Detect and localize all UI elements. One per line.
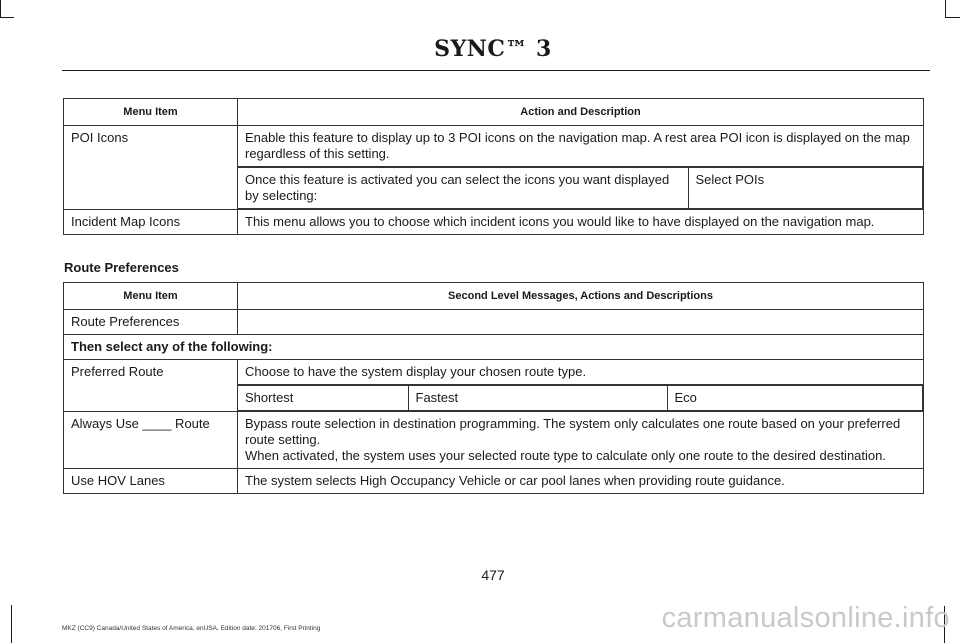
table-header-row <box>64 99 924 126</box>
description-cell: Enable this feature to display up to 3 POI icons on the navigation map. A rest area POI icon is displayed on the map regardless of this setting. <box>238 126 924 167</box>
description-text: When activated, the system uses your selected route type to calculate only one route to the desired destination. <box>245 448 886 463</box>
menu-item-cell: Route Preferences <box>64 310 238 335</box>
crop-mark <box>11 605 12 643</box>
table-row <box>64 335 924 360</box>
description-cell: The system selects High Occupancy Vehicle or car pool lanes when providing route guidance. <box>238 469 924 494</box>
crop-mark <box>0 17 14 18</box>
watermark: carmanualsonline.info <box>661 602 950 634</box>
instruction-cell: Then select any of the following: <box>64 335 924 360</box>
table-row <box>64 210 924 235</box>
table-row <box>64 412 924 469</box>
crop-mark <box>945 17 960 18</box>
action-cell: Select POIs <box>688 168 923 209</box>
description-cell <box>238 412 924 469</box>
table-row <box>64 310 924 335</box>
column-header: Second Level Messages, Actions and Descriptions <box>238 283 924 310</box>
menu-item-cell: Incident Map Icons <box>64 210 238 235</box>
page-title: SYNC™ 3 <box>434 36 552 62</box>
route-option: Eco <box>667 386 923 411</box>
description-cell: This menu allows you to choose which incident icons you would like to have displayed on the navigation map. <box>238 210 924 235</box>
options-cell <box>238 385 924 412</box>
description-cell: Choose to have the system display your chosen route type. <box>238 360 924 385</box>
section-heading: Route Preferences <box>64 260 179 275</box>
crop-mark <box>945 0 946 18</box>
route-preferences-table <box>63 282 924 494</box>
crop-mark <box>0 0 1 18</box>
menu-item-cell: Preferred Route <box>64 360 238 412</box>
table-row <box>64 360 924 385</box>
table-header-row <box>64 283 924 310</box>
sub-row-cell <box>238 167 924 210</box>
column-header: Action and Description <box>238 99 924 126</box>
page-number: 477 <box>481 567 505 583</box>
column-header: Menu Item <box>64 99 238 126</box>
menu-item-cell: Use HOV Lanes <box>64 469 238 494</box>
menu-item-cell: POI Icons <box>64 126 238 210</box>
table-row <box>64 469 924 494</box>
description-text: Bypass route selection in destination programming. The system only calculates one route based on your preferred route setting. <box>245 416 901 447</box>
title-divider <box>62 70 930 71</box>
table-row <box>64 126 924 167</box>
route-option: Fastest <box>408 386 667 411</box>
column-header: Menu Item <box>64 283 238 310</box>
menu-item-cell: Always Use ____ Route <box>64 412 238 469</box>
footer-text: MKZ (CC9) Canada/United States of America, enUSA, Edition date: 201706, First Printing <box>62 625 321 632</box>
description-cell: Once this feature is activated you can select the icons you want displayed by selecting: <box>238 168 688 209</box>
poi-settings-table <box>63 98 924 235</box>
route-option: Shortest <box>238 386 408 411</box>
description-cell <box>238 310 924 335</box>
